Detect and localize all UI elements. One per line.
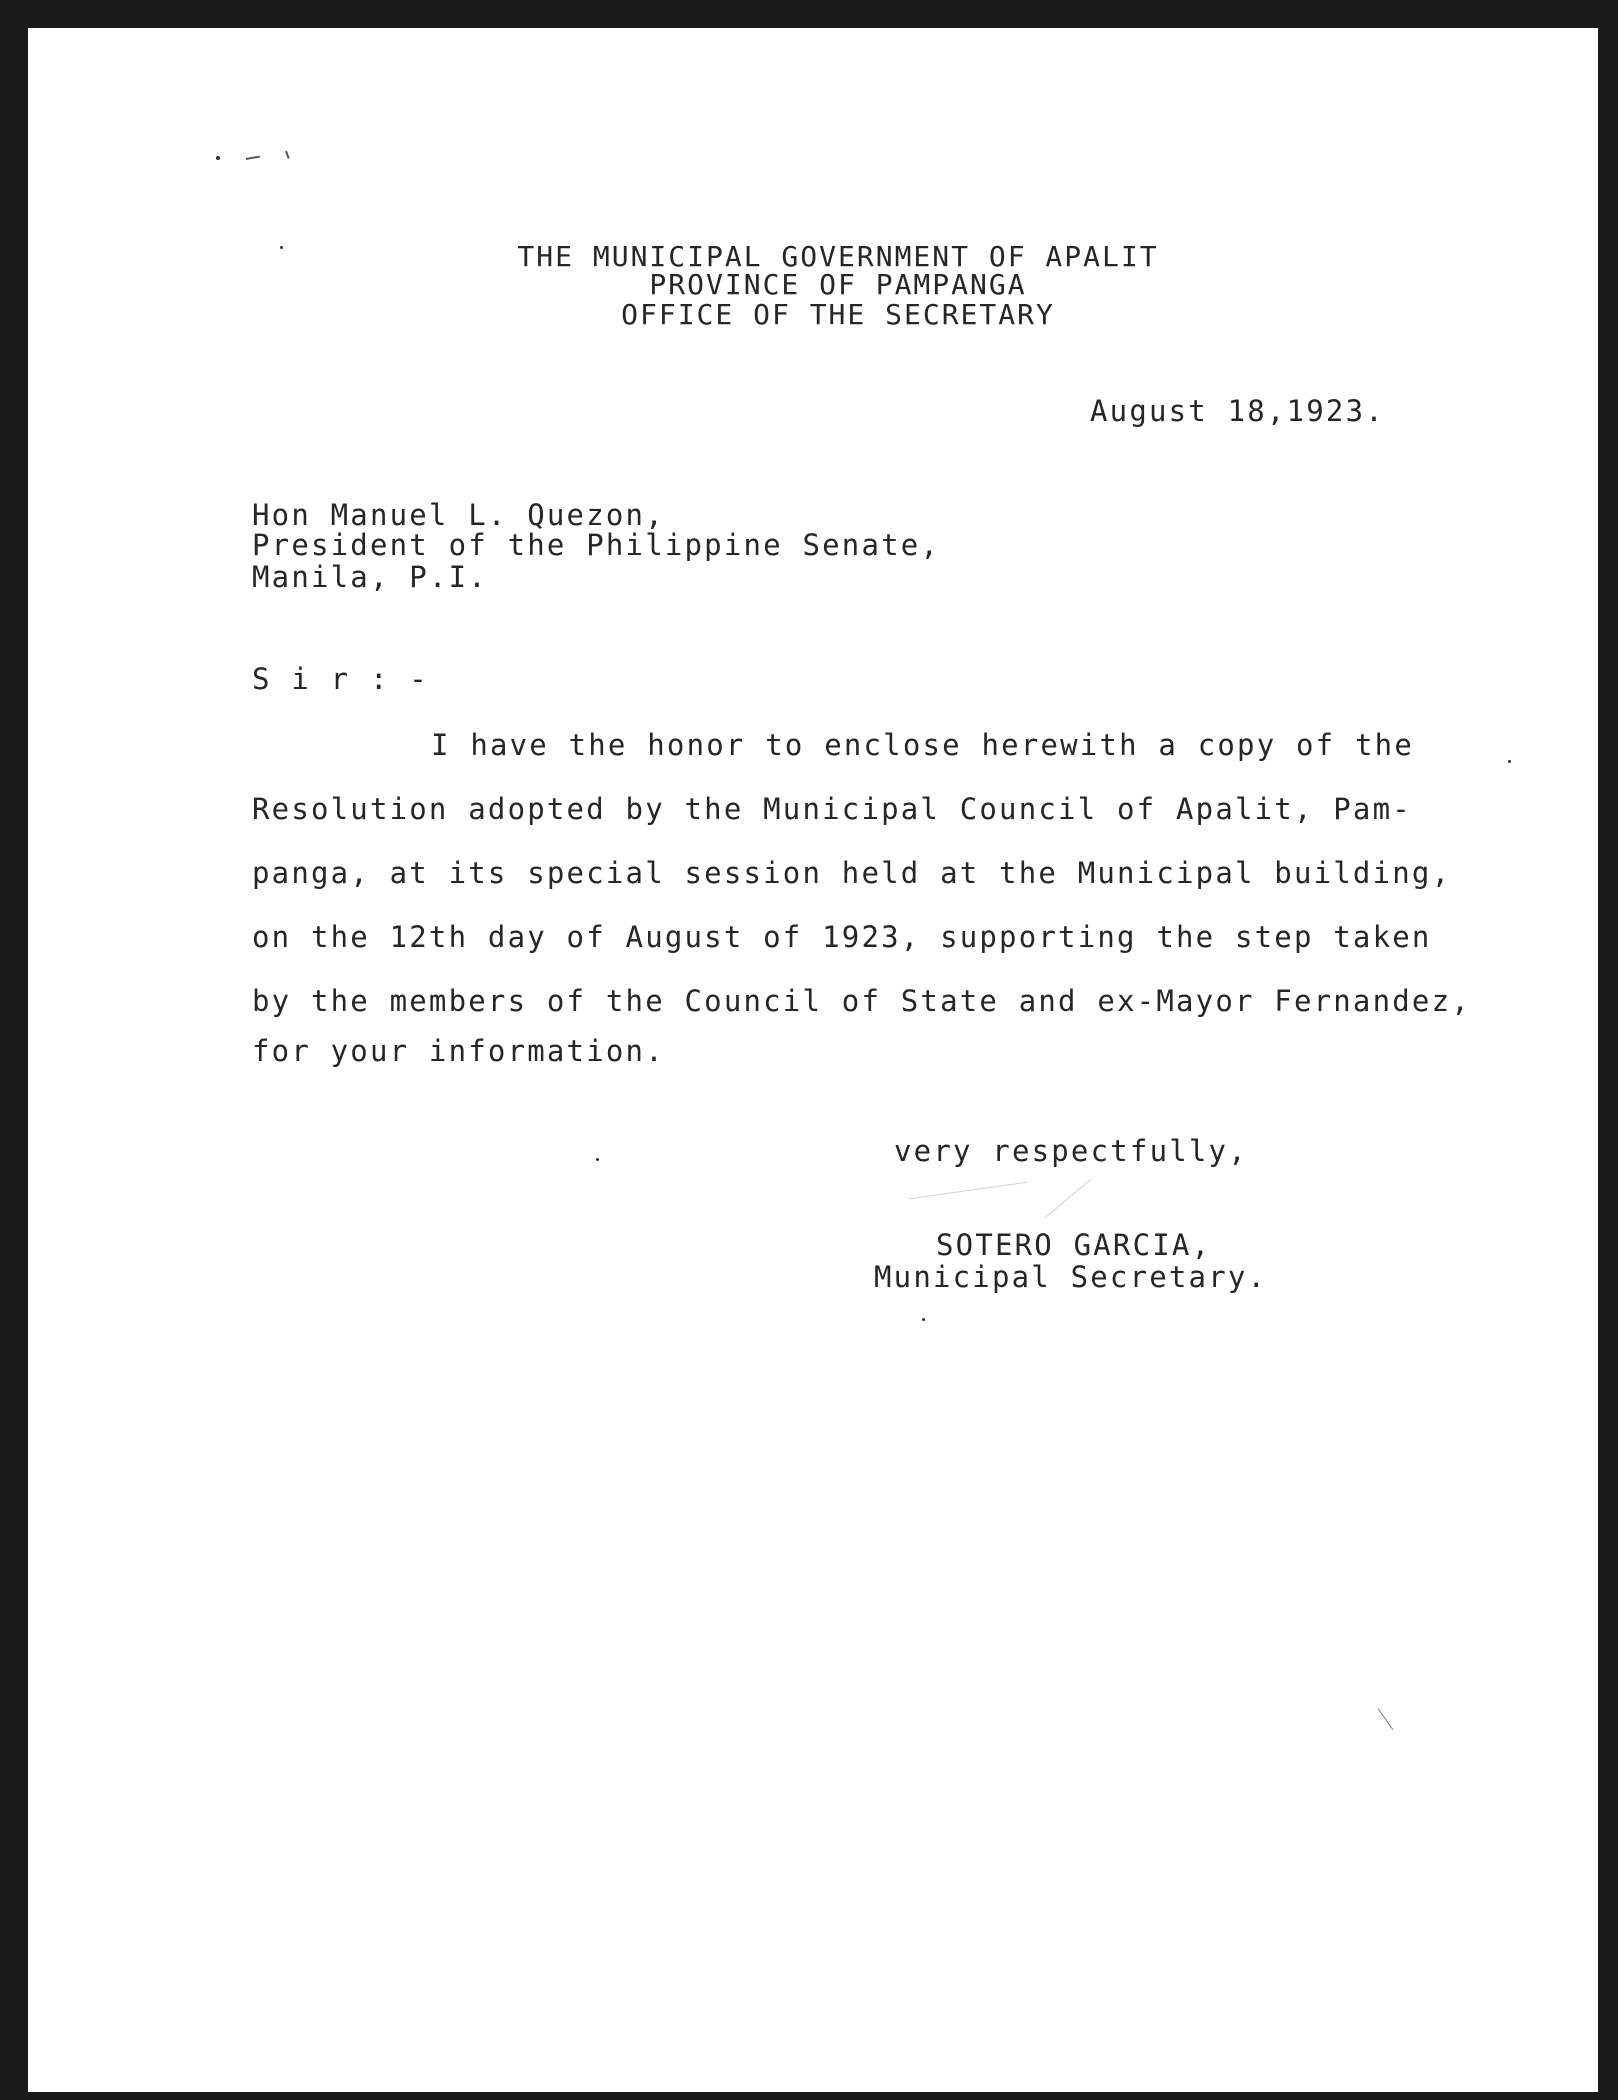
signature-trace (909, 1182, 1028, 1200)
body-line-3: panga, at its special session held at the Municipal building, (252, 856, 1452, 890)
ink-speck (922, 1318, 925, 1321)
closing: very respectfully, (894, 1134, 1248, 1168)
body-line-5: by the members of the Council of State and ex-Mayor Fernandez, (252, 984, 1471, 1018)
body-line-1: I have the honor to enclose herewith a copy of the (431, 728, 1414, 762)
ink-speck (1508, 760, 1511, 763)
body-line-4: on the 12th day of August of 1923, supporting the step taken (252, 920, 1432, 954)
ink-mark (285, 151, 290, 159)
ink-mark (1378, 1708, 1394, 1730)
signatory-title: Municipal Secretary. (874, 1260, 1268, 1294)
letter-date: August 18,1923. (1090, 394, 1385, 428)
salutation: S i r : - (252, 662, 429, 696)
ink-speck (216, 156, 220, 160)
letterhead-line-3: OFFICE OF THE SECRETARY (621, 298, 1055, 331)
body-line-2: Resolution adopted by the Municipal Council of Apalit, Pam- (252, 792, 1412, 826)
signature-trace (1045, 1179, 1092, 1218)
ink-mark (246, 156, 260, 160)
letterhead-line-2: PROVINCE OF PAMPANGA (649, 268, 1027, 301)
signatory-name: SOTERO GARCIA, (936, 1228, 1212, 1262)
ink-speck (280, 246, 283, 249)
addressee-line-1: Hon Manuel L. Quezon, (252, 498, 665, 532)
addressee-line-2: President of the Philippine Senate, (252, 528, 941, 562)
body-line-6: for your information. (252, 1034, 665, 1068)
ink-speck (596, 1158, 599, 1161)
addressee-line-3: Manila, P.I. (252, 560, 488, 594)
letterhead-line-1: THE MUNICIPAL GOVERNMENT OF APALIT (517, 240, 1159, 273)
letter-page (28, 28, 1598, 2092)
